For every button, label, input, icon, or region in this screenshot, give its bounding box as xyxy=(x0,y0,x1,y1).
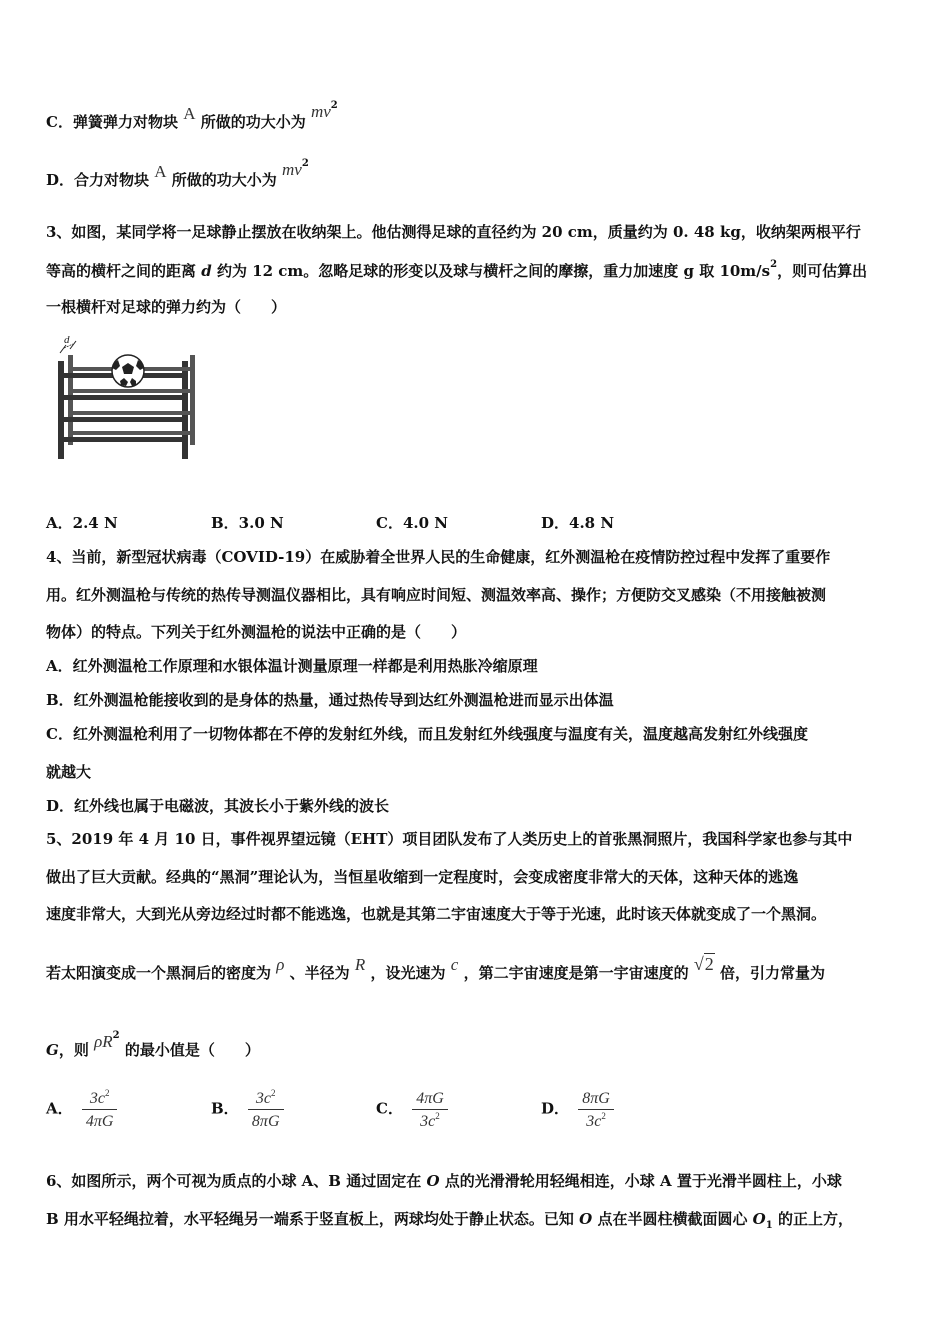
q4-option-d: D．红外线也属于电磁波，其波长小于紫外线的波长 xyxy=(46,797,390,815)
q5-expr-exp: 2 xyxy=(112,1030,120,1041)
q3-line2-b: 约为 12 cm。忽略足球的形变以及球与横杆之间的摩擦，重力加速度 g 取 10m/s xyxy=(211,262,771,280)
q5-option-c-num: 4πG xyxy=(416,1090,444,1107)
q6-line2-b: 点在半圆柱横截面圆心 xyxy=(592,1210,753,1228)
q5-option-a-num-exp: 2 xyxy=(104,1088,110,1098)
soccer-ball-icon xyxy=(112,355,144,387)
q2-option-c-expr xyxy=(310,100,338,121)
distance-d-marker xyxy=(60,334,76,353)
q5-sqrt-radicand: 2 xyxy=(704,954,714,974)
q5-option-d-label: D． xyxy=(541,1099,570,1118)
q2-option-c xyxy=(46,100,338,132)
q2-option-c-expr-base: mv xyxy=(310,102,331,121)
q6-line1-a: 6、如图所示，两个可视为质点的小球 A、B 通过固定在 xyxy=(46,1172,427,1190)
q5-rho-var: ρ xyxy=(276,955,285,974)
q5-option-c xyxy=(376,1088,452,1131)
q5-line5 xyxy=(46,1030,260,1060)
q5-expr-base: ρR xyxy=(94,1032,113,1051)
q4-option-c: C．红外测温枪利用了一切物体都在不停的发射红外线，而且发射红外线强度与温度有关，温度越高发射红外线强度 xyxy=(46,725,808,743)
q5-line2: 做出了巨大贡献。经典的“黑洞”理论认为，当恒星收缩到一定程度时，会变成密度非常大的天体，这种天体的逃逸 xyxy=(46,868,799,886)
q3-option-a: A．2.4 N xyxy=(46,514,118,532)
q5-line4-a: 若太阳演变成一个黑洞后的密度为 xyxy=(46,964,272,982)
q5-R-var: R xyxy=(354,955,366,974)
q2-option-d-expr-base: mv xyxy=(282,160,302,179)
q4-line2: 用。红外测温枪与传统的热传导测温仪器相比，具有响应时间短、测温效率高、操作；方便防交叉感染（不用接触被测 xyxy=(46,586,827,604)
q5-line4-e: 倍，引力常量为 xyxy=(719,964,825,982)
q5-option-b-label: B． xyxy=(211,1099,239,1118)
q6-line2-c: 的正上方， xyxy=(772,1210,853,1228)
q5-line5-c: 的最小值是（ ） xyxy=(124,1041,260,1059)
q6-line1 xyxy=(46,1170,842,1191)
q3-option-d: D．4.8 N xyxy=(541,514,615,532)
q3-line2-a: 等高的横杆之间的距离 xyxy=(46,262,202,280)
q2-option-c-expr-exp: 2 xyxy=(330,100,338,111)
q5-option-b xyxy=(211,1088,288,1131)
q6-line2 xyxy=(46,1208,853,1231)
q6-line2-a: B 用水平轻绳拉着，水平轻绳另一端系于竖直板上，两球均处于静止状态。已知 xyxy=(46,1210,580,1228)
q2-option-d-expr xyxy=(282,158,309,179)
q5-sqrt: √2 xyxy=(693,954,714,974)
q4-line3: 物体）的特点。下列关于红外测温枪的说法中正确的是（ ） xyxy=(46,623,467,641)
q3-option-c: C．4.0 N xyxy=(376,514,448,532)
q5-option-b-num: 3c xyxy=(255,1090,272,1107)
q5-option-c-den-exp: 2 xyxy=(435,1111,440,1121)
q6-O-var: O xyxy=(426,1172,440,1190)
q5-option-a-num: 3c xyxy=(89,1090,105,1107)
q5-line4 xyxy=(46,954,825,983)
q3-line3: 一根横杆对足球的弹力约为（ ） xyxy=(46,298,287,316)
q5-expr xyxy=(94,1030,120,1051)
q5-option-d-fraction xyxy=(578,1088,614,1131)
q4-option-b: B．红外测温枪能接收到的是身体的热量，通过热传导到达红外测温枪进而显示出体温 xyxy=(46,691,614,709)
q2-option-d-var: A xyxy=(154,162,167,181)
q5-line4-c: ，设光速为 xyxy=(370,964,446,982)
q5-line3: 速度非常大，大到光从旁边经过时都不能逃逸，也就是其第二宇宙速度大于等于光速，此时该天体就变成了一个黑洞。 xyxy=(46,905,827,923)
q2-option-c-tail: 所做的功大小为 xyxy=(200,113,306,131)
q4-option-c-cont: 就越大 xyxy=(46,763,92,781)
q3-line2-sup: 2 xyxy=(770,259,778,270)
q2-option-d-expr-exp: 2 xyxy=(301,158,309,169)
q3-option-b: B．3.0 N xyxy=(211,514,284,532)
q5-c-var: c xyxy=(450,955,459,974)
q5-option-a-label: A． xyxy=(46,1099,73,1118)
q5-option-c-den: 3c xyxy=(420,1113,436,1130)
q6-O1-sub: 1 xyxy=(765,1220,773,1231)
q5-option-b-fraction xyxy=(248,1088,284,1131)
q5-option-c-fraction xyxy=(412,1088,448,1131)
q3-line1: 3、如图，某同学将一足球静止摆放在收纳架上。他估测得足球的直径约为 20 cm，质量约为 0. 48 kg，收纳架两根平行 xyxy=(46,223,861,241)
q6-line1-b: 点的光滑滑轮用轻绳相连，小球 A 置于光滑半圆柱上，小球 xyxy=(439,1172,842,1190)
q5-option-b-den: 8πG xyxy=(251,1113,280,1130)
q3-line2 xyxy=(46,259,867,281)
q6-O2-var: O xyxy=(579,1210,593,1228)
shoe-rack-figure xyxy=(44,333,204,463)
q5-option-d-den-exp: 2 xyxy=(601,1111,606,1121)
q5-option-a-den: 4πG xyxy=(85,1113,114,1130)
q5-option-a xyxy=(46,1088,121,1131)
q2-option-d xyxy=(46,158,309,190)
q5-line4-b: 、半径为 xyxy=(289,964,350,982)
q2-option-c-var: A xyxy=(183,104,196,123)
q5-G-var: G xyxy=(46,1041,59,1059)
q3-d-var: d xyxy=(201,262,212,280)
q2-option-d-tail: 所做的功大小为 xyxy=(171,171,277,189)
q5-line4-d: ，第二宇宙速度是第一宇宙速度的 xyxy=(463,964,689,982)
q5-option-a-fraction xyxy=(82,1088,118,1131)
q5-option-d-num: 8πG xyxy=(582,1090,610,1107)
q6-O1-var: O xyxy=(752,1210,766,1228)
q5-option-d-den: 3c xyxy=(586,1113,602,1130)
q3-line2-c: ，则可估算出 xyxy=(777,262,868,280)
q4-line1: 4、当前，新型冠状病毒（COVID-19）在威胁着全世界人民的生命健康，红外测温枪在疫情防控过程中发挥了重要作 xyxy=(46,548,831,566)
q4-option-a: A．红外测温枪工作原理和水银体温计测量原理一样都是利用热胀冷缩原理 xyxy=(46,657,538,675)
q5-option-c-label: C． xyxy=(376,1099,403,1118)
q2-option-c-text: C．弹簧弹力对物块 xyxy=(46,113,178,131)
q5-option-d xyxy=(541,1088,618,1131)
q2-option-d-text: D．合力对物块 xyxy=(46,171,150,189)
q5-option-b-num-exp: 2 xyxy=(271,1088,276,1098)
figure-d-label: d xyxy=(64,334,70,346)
q5-line5-b: ，则 xyxy=(58,1041,89,1059)
q5-line1: 5、2019 年 4 月 10 日，事件视界望远镜（EHT）项目团队发布了人类历史上的首张黑洞照片，我国科学家也参与其中 xyxy=(46,830,853,848)
